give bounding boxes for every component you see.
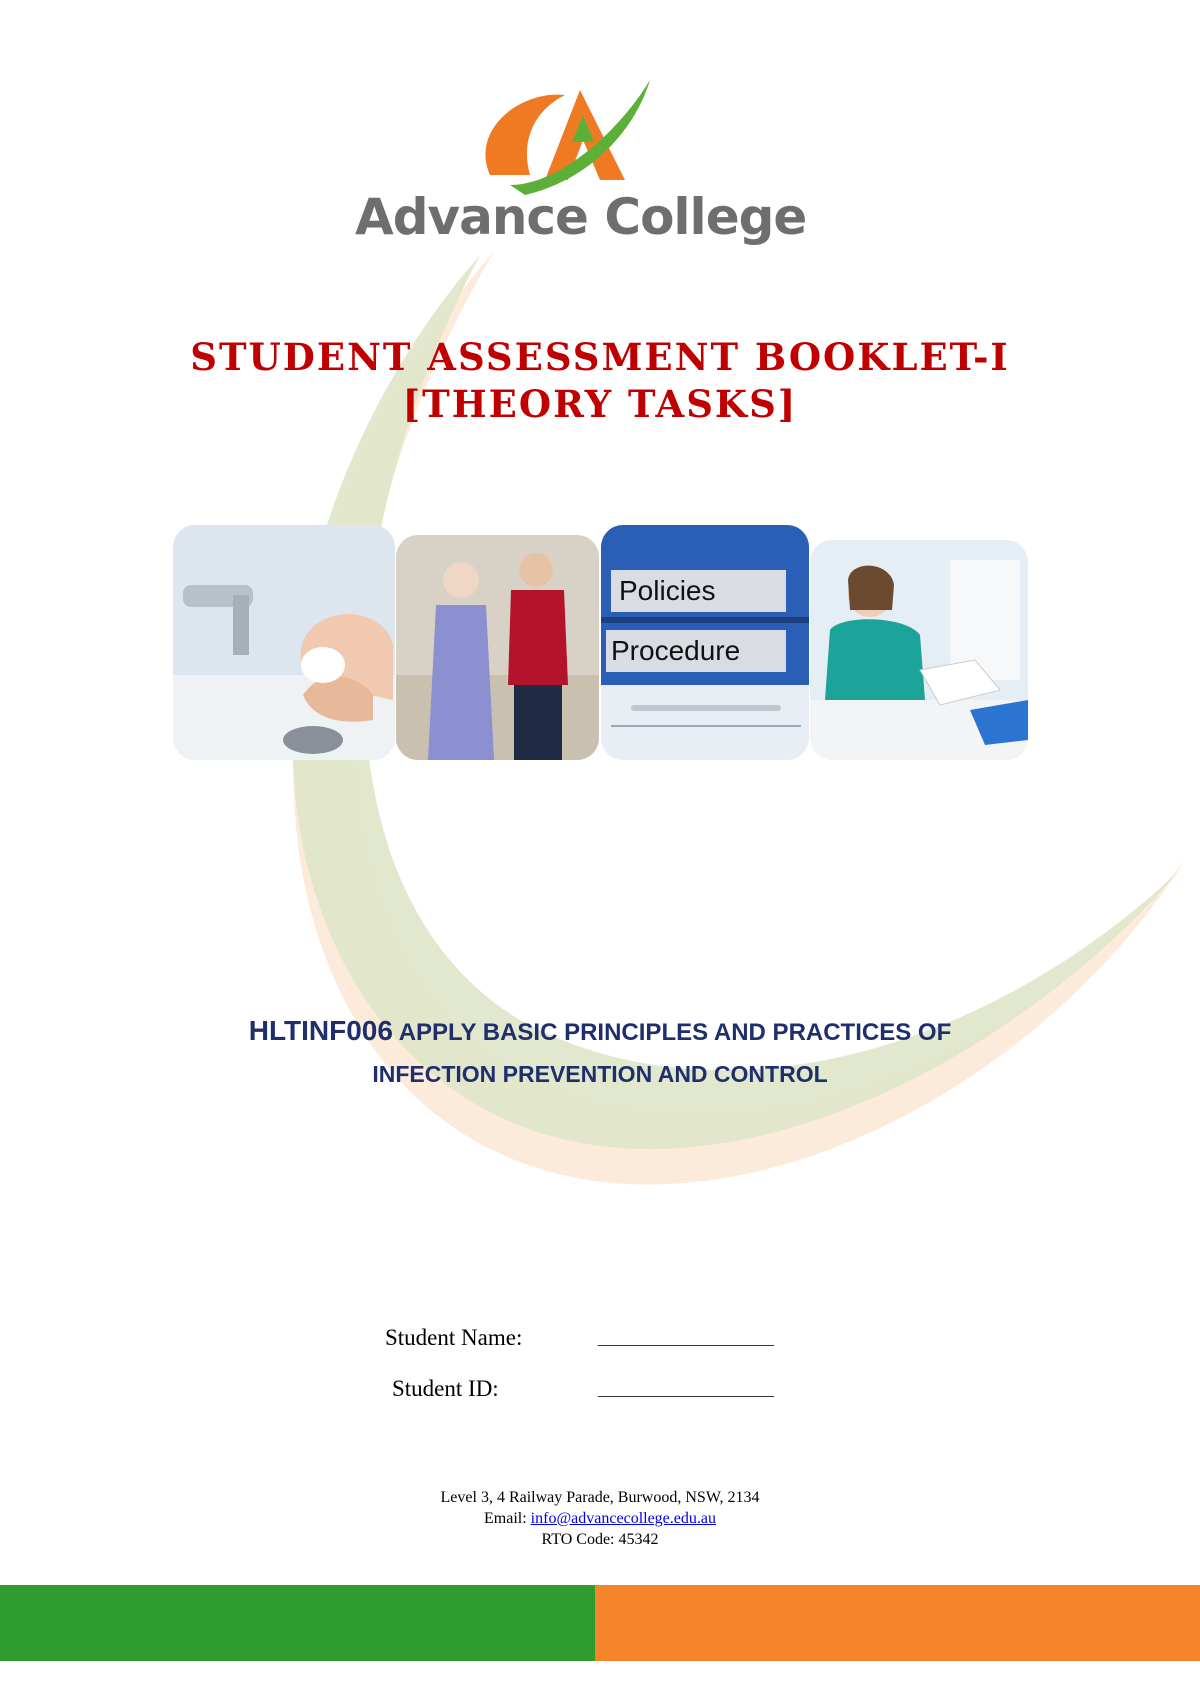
unit-title-line1: [0, 1015, 1200, 1047]
handwashing-photo: [173, 525, 395, 760]
rto-code: RTO Code: 45342: [541, 1531, 659, 1548]
email-link[interactable]: info@advancecollege.edu.au: [530, 1510, 716, 1527]
student-name-blank[interactable]: ______________________: [598, 1331, 774, 1348]
college-address: [0, 1487, 1200, 1550]
unit-title-part1: APPLY BASIC PRINCIPLES AND PRACTICES OF: [398, 1019, 952, 1046]
student-name-row: [0, 1325, 1200, 1355]
address-line: Level 3, 4 Railway Parade, Burwood, NSW, 2134: [440, 1489, 760, 1506]
email-line: [0, 1508, 1200, 1529]
email-label: Email:: [484, 1510, 531, 1527]
logo-wordmark: Advance College: [355, 188, 807, 246]
photo-strip: [173, 525, 1028, 765]
footer-bar-green: [0, 1585, 595, 1661]
binder-label-policies: Policies: [619, 575, 716, 606]
booklet-subtitle: [THEORY TASKS]: [402, 382, 798, 426]
unit-code: HLTINF006: [248, 1015, 393, 1046]
student-id-label: Student ID:: [392, 1376, 499, 1401]
unit-title-line2: INFECTION PREVENTION AND CONTROL: [372, 1061, 828, 1087]
student-id-row: [0, 1376, 1200, 1406]
student-reading-photo: [810, 540, 1028, 760]
carer-elderly-photo: [396, 535, 599, 760]
policies-procedure-photo: [601, 525, 809, 760]
footer-bar-orange: [595, 1585, 1200, 1661]
binder-label-procedure: Procedure: [611, 635, 741, 666]
booklet-title: STUDENT ASSESSMENT BOOKLET-I: [190, 335, 1010, 379]
student-id-blank[interactable]: ______________________: [598, 1382, 774, 1399]
student-name-label: Student Name:: [385, 1325, 523, 1350]
